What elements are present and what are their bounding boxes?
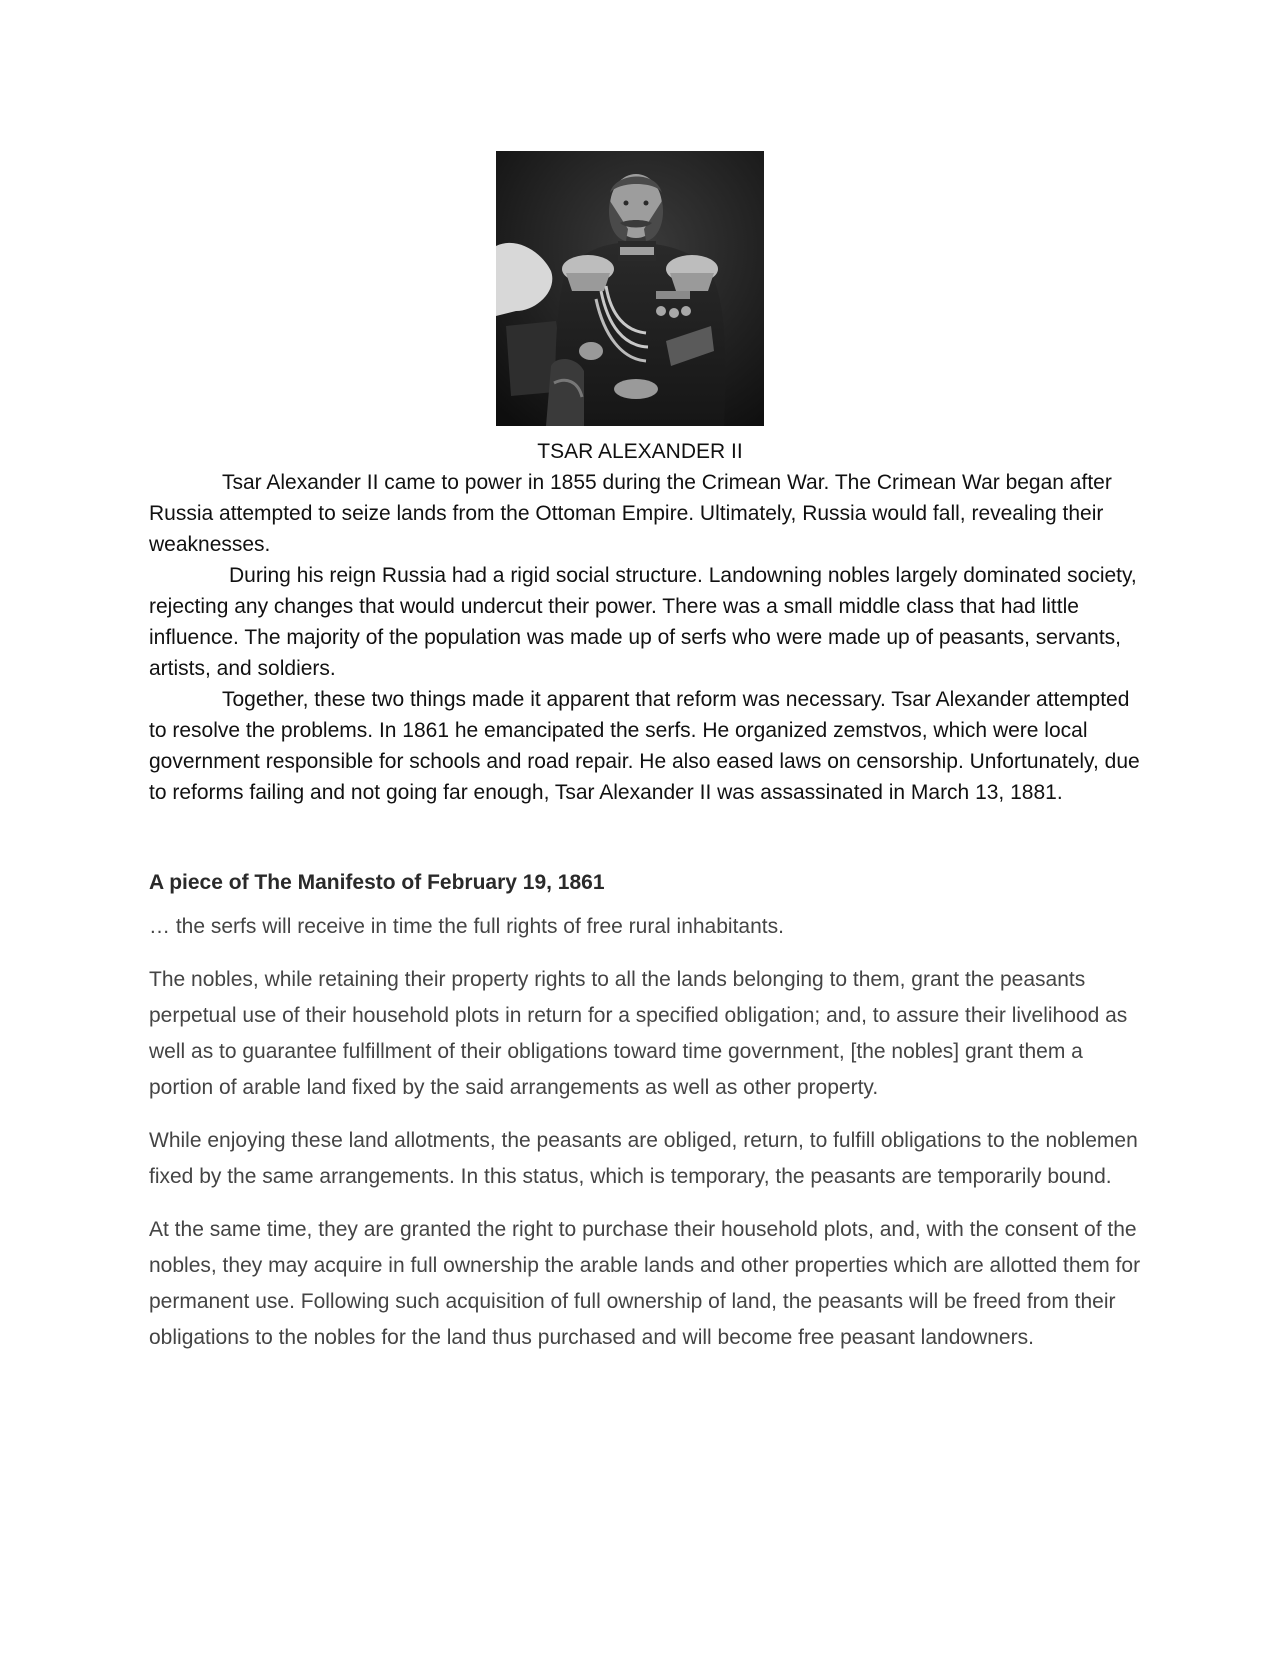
manifesto-paragraph: While enjoying these land allotments, the peasants are obliged, return, to fulfill obligations to the noblemen fixed by the same arrangements. In this status, which is temporary, the peasants are temporarily bound. bbox=[149, 1129, 1138, 1188]
essay-paragraph: Tsar Alexander II came to power in 1855 during the Crimean War. The Crimean War began after Russia attempted to seize lands from the Ottoman Empire. Ultimately, Russia would fall, revealing their weaknesses. bbox=[149, 471, 1112, 556]
manifesto-paragraph: … the serfs will receive in time the full rights of free rural inhabitants. bbox=[149, 915, 784, 938]
essay-paragraph: During his reign Russia had a rigid social structure. Landowning nobles largely dominated society, rejecting any changes that would undercut their power. There was a small middle class that had little influence. The majority of the population was made up of serfs who were made up of peasants, servants, artists, and soldiers. bbox=[149, 564, 1137, 680]
essay-paragraph: Together, these two things made it apparent that reform was necessary. Tsar Alexander attempted to resolve the problems. In 1861 he emancipated the serfs. He organized zemstvos, which were local government responsible for schools and road repair. He also eased laws on censorship. Unfortunately, due to reforms failing and not going far enough, Tsar Alexander II was assassinated in March 13, 1881. bbox=[149, 688, 1140, 804]
portrait-image bbox=[496, 151, 764, 426]
portrait-caption: TSAR ALEXANDER II bbox=[537, 440, 743, 463]
manifesto-section bbox=[149, 868, 1149, 1373]
manifesto-heading: A piece of The Manifesto of February 19, 1861 bbox=[149, 871, 605, 894]
manifesto-paragraph: The nobles, while retaining their property rights to all the lands belonging to them, grant the peasants perpetual use of their household plots in return for a specified obligation; and, to assure their livelihood as well as to guarantee fulfillment of their obligations toward time government, [the nobles] grant them a portion of arable land fixed by the said arrangements as well as other property. bbox=[149, 968, 1128, 1099]
manifesto-paragraph: At the same time, they are granted the right to purchase their household plots, and, with the consent of the nobles, they may acquire in full ownership the arable lands and other properties which are allotted them for permanent use. Following such acquisition of full ownership of land, the peasants will be freed from their obligations to the nobles for the land thus purchased and will become free peasant landowners. bbox=[149, 1218, 1141, 1349]
essay-section bbox=[149, 467, 1144, 808]
